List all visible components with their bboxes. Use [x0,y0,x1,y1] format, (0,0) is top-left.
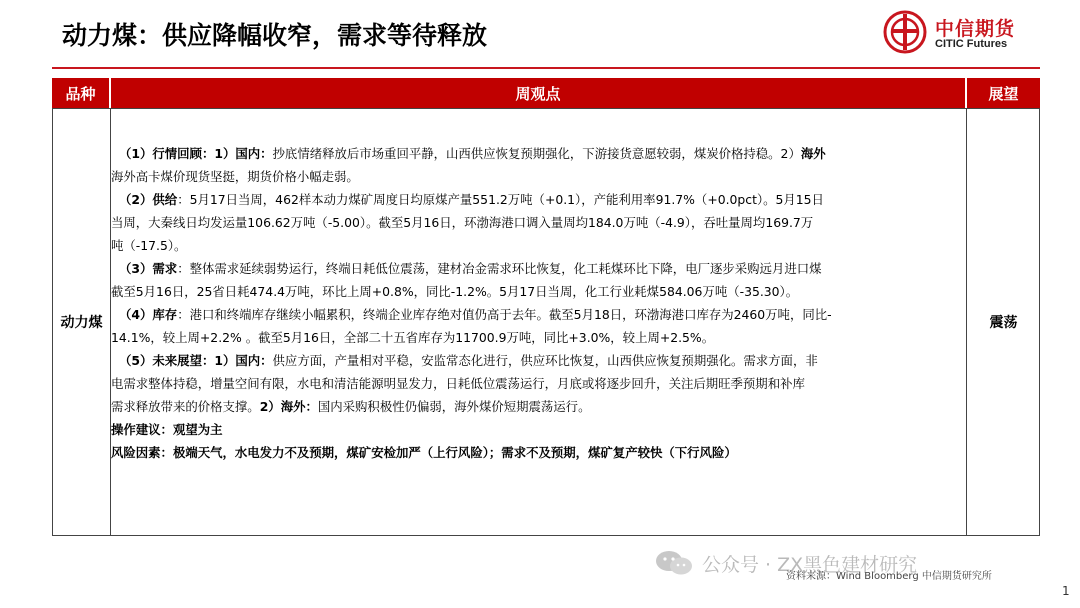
logo-text-en: CITIC Futures [935,38,1008,50]
text-line: （5）未来展望：1）国内：供应方面，产量相对平稳，安监常态化进行，供应环比恢复，山西供应恢复预期强化。需求方面，非 [119,353,818,368]
col-header-outlook: 展望 [967,78,1040,108]
weekly-view-table [52,78,1040,536]
text-line: 电需求整体持稳，增量空间有限，水电和清洁能源明显发力，日耗低位震荡运行，月底或将逐步回升，关注后期旺季预期和补库 [111,376,805,391]
operation-advice: 操作建议：观望为主 [111,422,223,437]
page-number: 1 [1062,584,1070,598]
text-line: 当周，大秦线日均发运量106.62万吨（-5.00）。截至5月16日，环渤海港口调入量周均184.0万吨（-4.9），吞吐量周均169.7万 [111,215,814,230]
page-title: 动力煤：供应降幅收窄，需求等待释放 [62,21,488,50]
text-line: 吨（-17.5）。 [111,238,187,253]
text-line: （1）行情回顾：1）国内：抄底情绪释放后市场重回平静，山西供应恢复预期强化，下游接货意愿较弱，煤炭价格持稳。2）海外 [119,146,826,161]
citic-logo-icon [883,10,927,54]
text-line: 需求释放带来的价格支撑。2）海外：国内采购积极性仍偏弱，海外煤价短期震荡运行。 [111,399,591,414]
watermark-text: 公众号 · ZX黑色建材研究 [702,553,918,576]
col-header-product: 品种 [52,78,109,108]
text-line: 截至5月16日，25省日耗474.4万吨，环比上周+0.8%，同比-1.2%。5月17日当周，化工行业耗煤584.06万吨（-35.30）。 [111,284,799,299]
risk-factors: 风险因素：极端天气，水电发力不及预期，煤矿安检加严（上行风险）；需求不及预期，煤矿复产较快（下行风险） [111,445,737,460]
text-line: （4）库存：港口和终端库存继续小幅累积，终端企业库存绝对值仍高于去年。截至5月18日，环渤海港口库存为2460万吨，同比- [119,307,832,322]
text-line: 14.1%，较上周+2.2% 。截至5月16日，全部二十五省库存为11700.9万吨，同比+3.0%，较上周+2.5%。 [111,330,715,345]
outlook-cell: 震荡 [989,315,1018,331]
product-cell: 动力煤 [60,315,103,331]
weekly-view-cell [111,109,967,535]
citic-logo [883,8,1033,56]
table-row [52,108,1040,536]
text-line: 海外高卡煤价现货坚挺，期货价格小幅走弱。 [111,169,359,184]
text-line: （3）需求：整体需求延续弱势运行，终端日耗低位震荡，建材冶金需求环比恢复，化工耗煤环比下降，电厂逐步采购远月进口煤 [119,261,822,276]
source-note: 资料来源：Wind Bloomberg 中信期货研究所 [786,571,992,582]
col-header-weekly-view: 周观点 [111,78,965,108]
header-divider [52,67,1040,69]
text-line: （2）供给：5月17日当周，462样本动力煤矿周度日均原煤产量551.2万吨（+0.1），产能利用率91.7%（+0.0pct）。5月15日 [119,192,824,207]
wechat-icon [654,549,694,577]
logo-text-cn: 中信期货 [935,18,1016,40]
